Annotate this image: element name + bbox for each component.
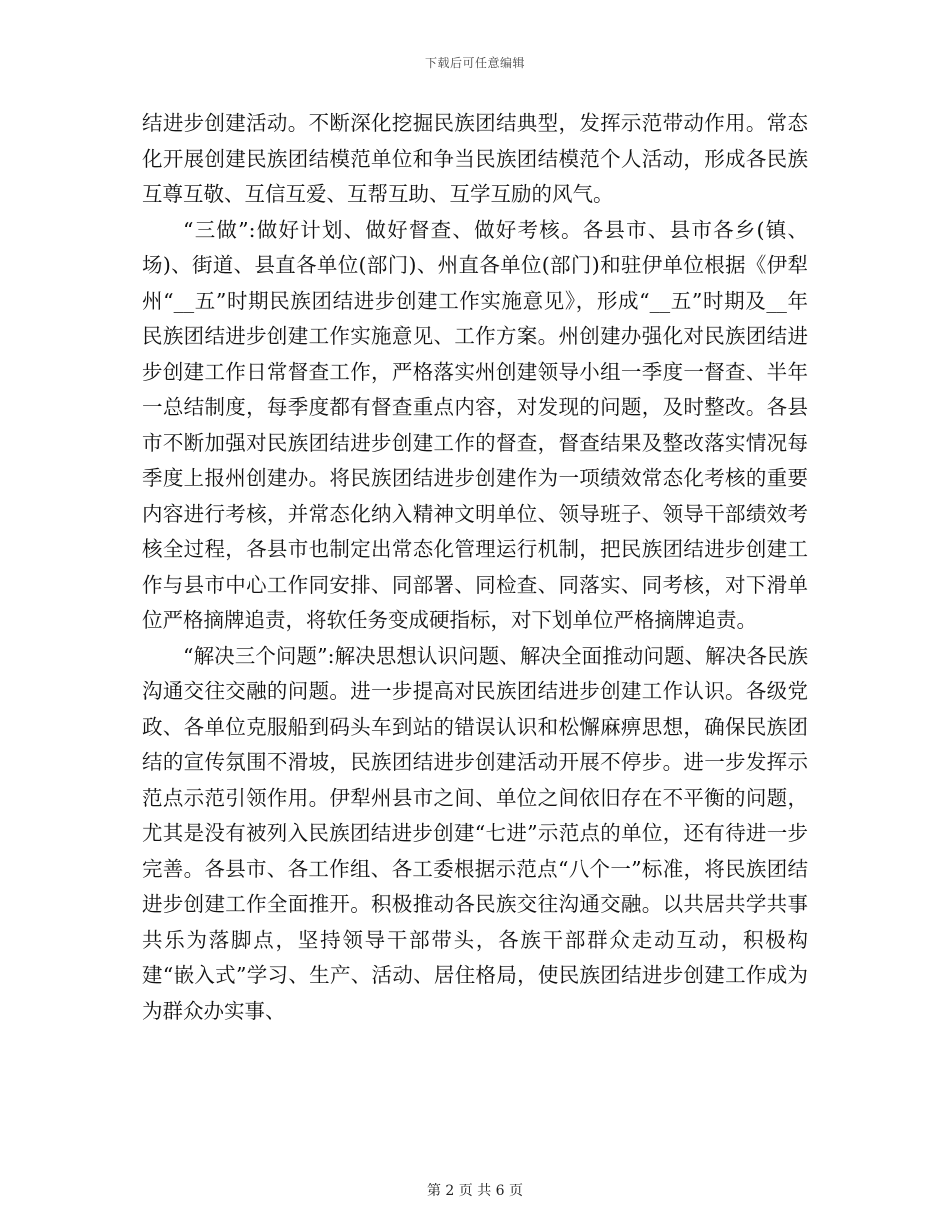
paragraph-1: 结进步创建活动。不断深化挖掘民族团结典型，发挥示范带动作用。常态化开展创建民族团结模范单位和争当民族团结模范个人活动，形成各民族互尊互敬、互信互爱、互帮互助、互学互励的风气。 — [142, 111, 808, 206]
paragraph-3: “解决三个问题”:解决思想认识问题、解决全面推动问题、解决各民族沟通交往交融的问题。进一步提高对民族团结进步创建工作认识。各级党政、各单位克服船到码头车到站的错误认识和松懈麻痹思想，确保民族团结的宣传氛围不滑坡，民族团结进步创建活动开展不停步。进一步发挥示范点示范引领作用。伊犁州县市之间、单位之间依旧存在不平衡的问题，尤其是没有被列入民族团结进步创建“七进”示范点的单位，还有待进一步完善。各县市、各工作组、各工委根据示范点“八个一”标准，将民族团结进步创建工作全面推开。积极推动各民族交往沟通交融。以共居共学共事共乐为落脚点，坚持领导干部带头，各族干部群众走动互动，积极构建“嵌入式”学习、生产、活动、居住格局，使民族团结进步创建工作成为为群众办实事、 — [142, 643, 808, 1023]
page-footer: 第 2 页 共 6 页 — [426, 1183, 524, 1199]
paragraph-2: “三做”:做好计划、做好督查、做好考核。各县市、县市各乡(镇、场)、街道、县直各单位(部门)、州直各单位(部门)和驻伊单位根据《伊犁州“__五”时期民族团结进步创建工作实施意见》，形成“__五”时期及__年民族团结进步创建工作实施意见、工作方案。州创建办强化对民族团结进步创建工作日常督查工作，严格落实州创建领导小组一季度一督查、半年一总结制度，每季度都有督查重点内容，对发现的问题，及时整改。各县市不断加强对民族团结进步创建工作的督查，督查结果及整改落实情况每季度上报州创建办。将民族团结进步创建作为一项绩效常态化考核的重要内容进行考核，并常态化纳入精神文明单位、领导班子、领导干部绩效考核全过程，各县市也制定出常态化管理运行机制，把民族团结进步创建工作与县市中心工作同安排、同部署、同检查、同落实、同考核，对下滑单位严格摘牌追责，将软任务变成硬指标，对下划单位严格摘牌追责。 — [142, 217, 808, 632]
document-body — [142, 106, 808, 1029]
page-header: 下载后可任意编辑 — [424, 56, 525, 70]
